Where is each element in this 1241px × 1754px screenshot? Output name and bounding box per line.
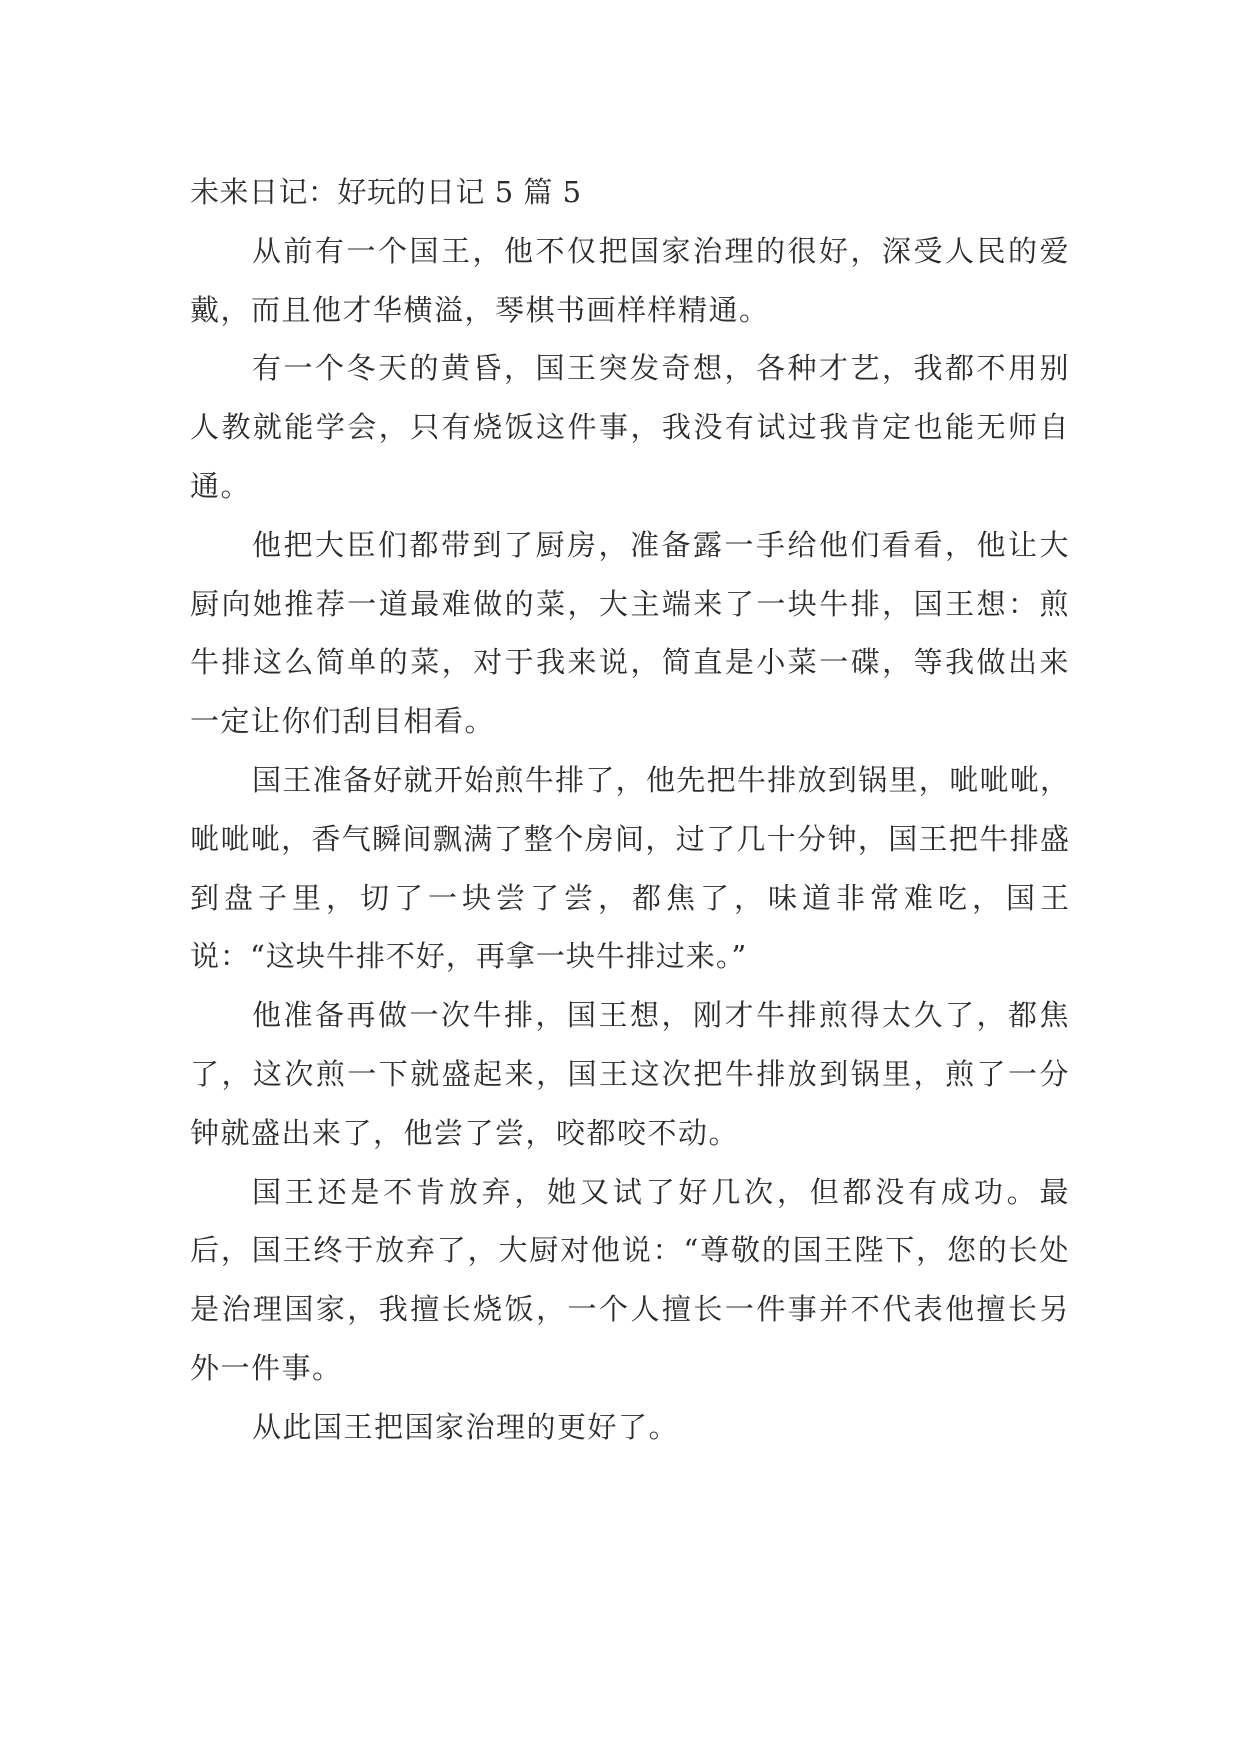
paragraph-4: 国王准备好就开始煎牛排了，他先把牛排放到锅里，呲呲呲，呲呲呲，香气瞬间飘满了整个房间，过了几十分钟，国王把牛排盛到盘子里，切了一块尝了尝，都焦了，味道非常难吃，国王说：“这块牛排不好，再拿一块牛排过来。” [190, 762, 1070, 974]
paragraph-3: 他把大臣们都带到了厨房，准备露一手给他们看看，他让大厨向她推荐一道最难做的菜，大主端来了一块牛排，国王想：煎牛排这么简单的菜，对于我来说，简直是小菜一碟，等我做出来一定让你们刮目相看。 [190, 527, 1070, 739]
paragraph-7: 从此国王把国家治理的更好了。 [252, 1409, 680, 1444]
document-body [190, 163, 1070, 1457]
paragraph-6: 国王还是不肯放弃，她又试了好几次，但都没有成功。最后，国王终于放弃了，大厨对他说：“尊敬的国王陛下，您的长处是治理国家，我擅长烧饭，一个人擅长一件事并不代表他擅长另外一件事。 [190, 1174, 1070, 1385]
paragraph-5: 他准备再做一次牛排，国王想，刚才牛排煎得太久了，都焦了，这次煎一下就盛起来，国王这次把牛排放到锅里，煎了一分钟就盛出来了，他尝了尝，咬都咬不动。 [190, 998, 1070, 1150]
document-title: 未来日记：好玩的日记 5 篇 5 [190, 175, 582, 209]
paragraph-2: 有一个冬天的黄昏，国王突发奇想，各种才艺，我都不用别人教就能学会，只有烧饭这件事，我没有试过我肯定也能无师自通。 [190, 351, 1070, 503]
paragraph-1: 从前有一个国王，他不仅把国家治理的很好，深受人民的爱戴，而且他才华横溢，琴棋书画样样精通。 [190, 233, 1070, 327]
